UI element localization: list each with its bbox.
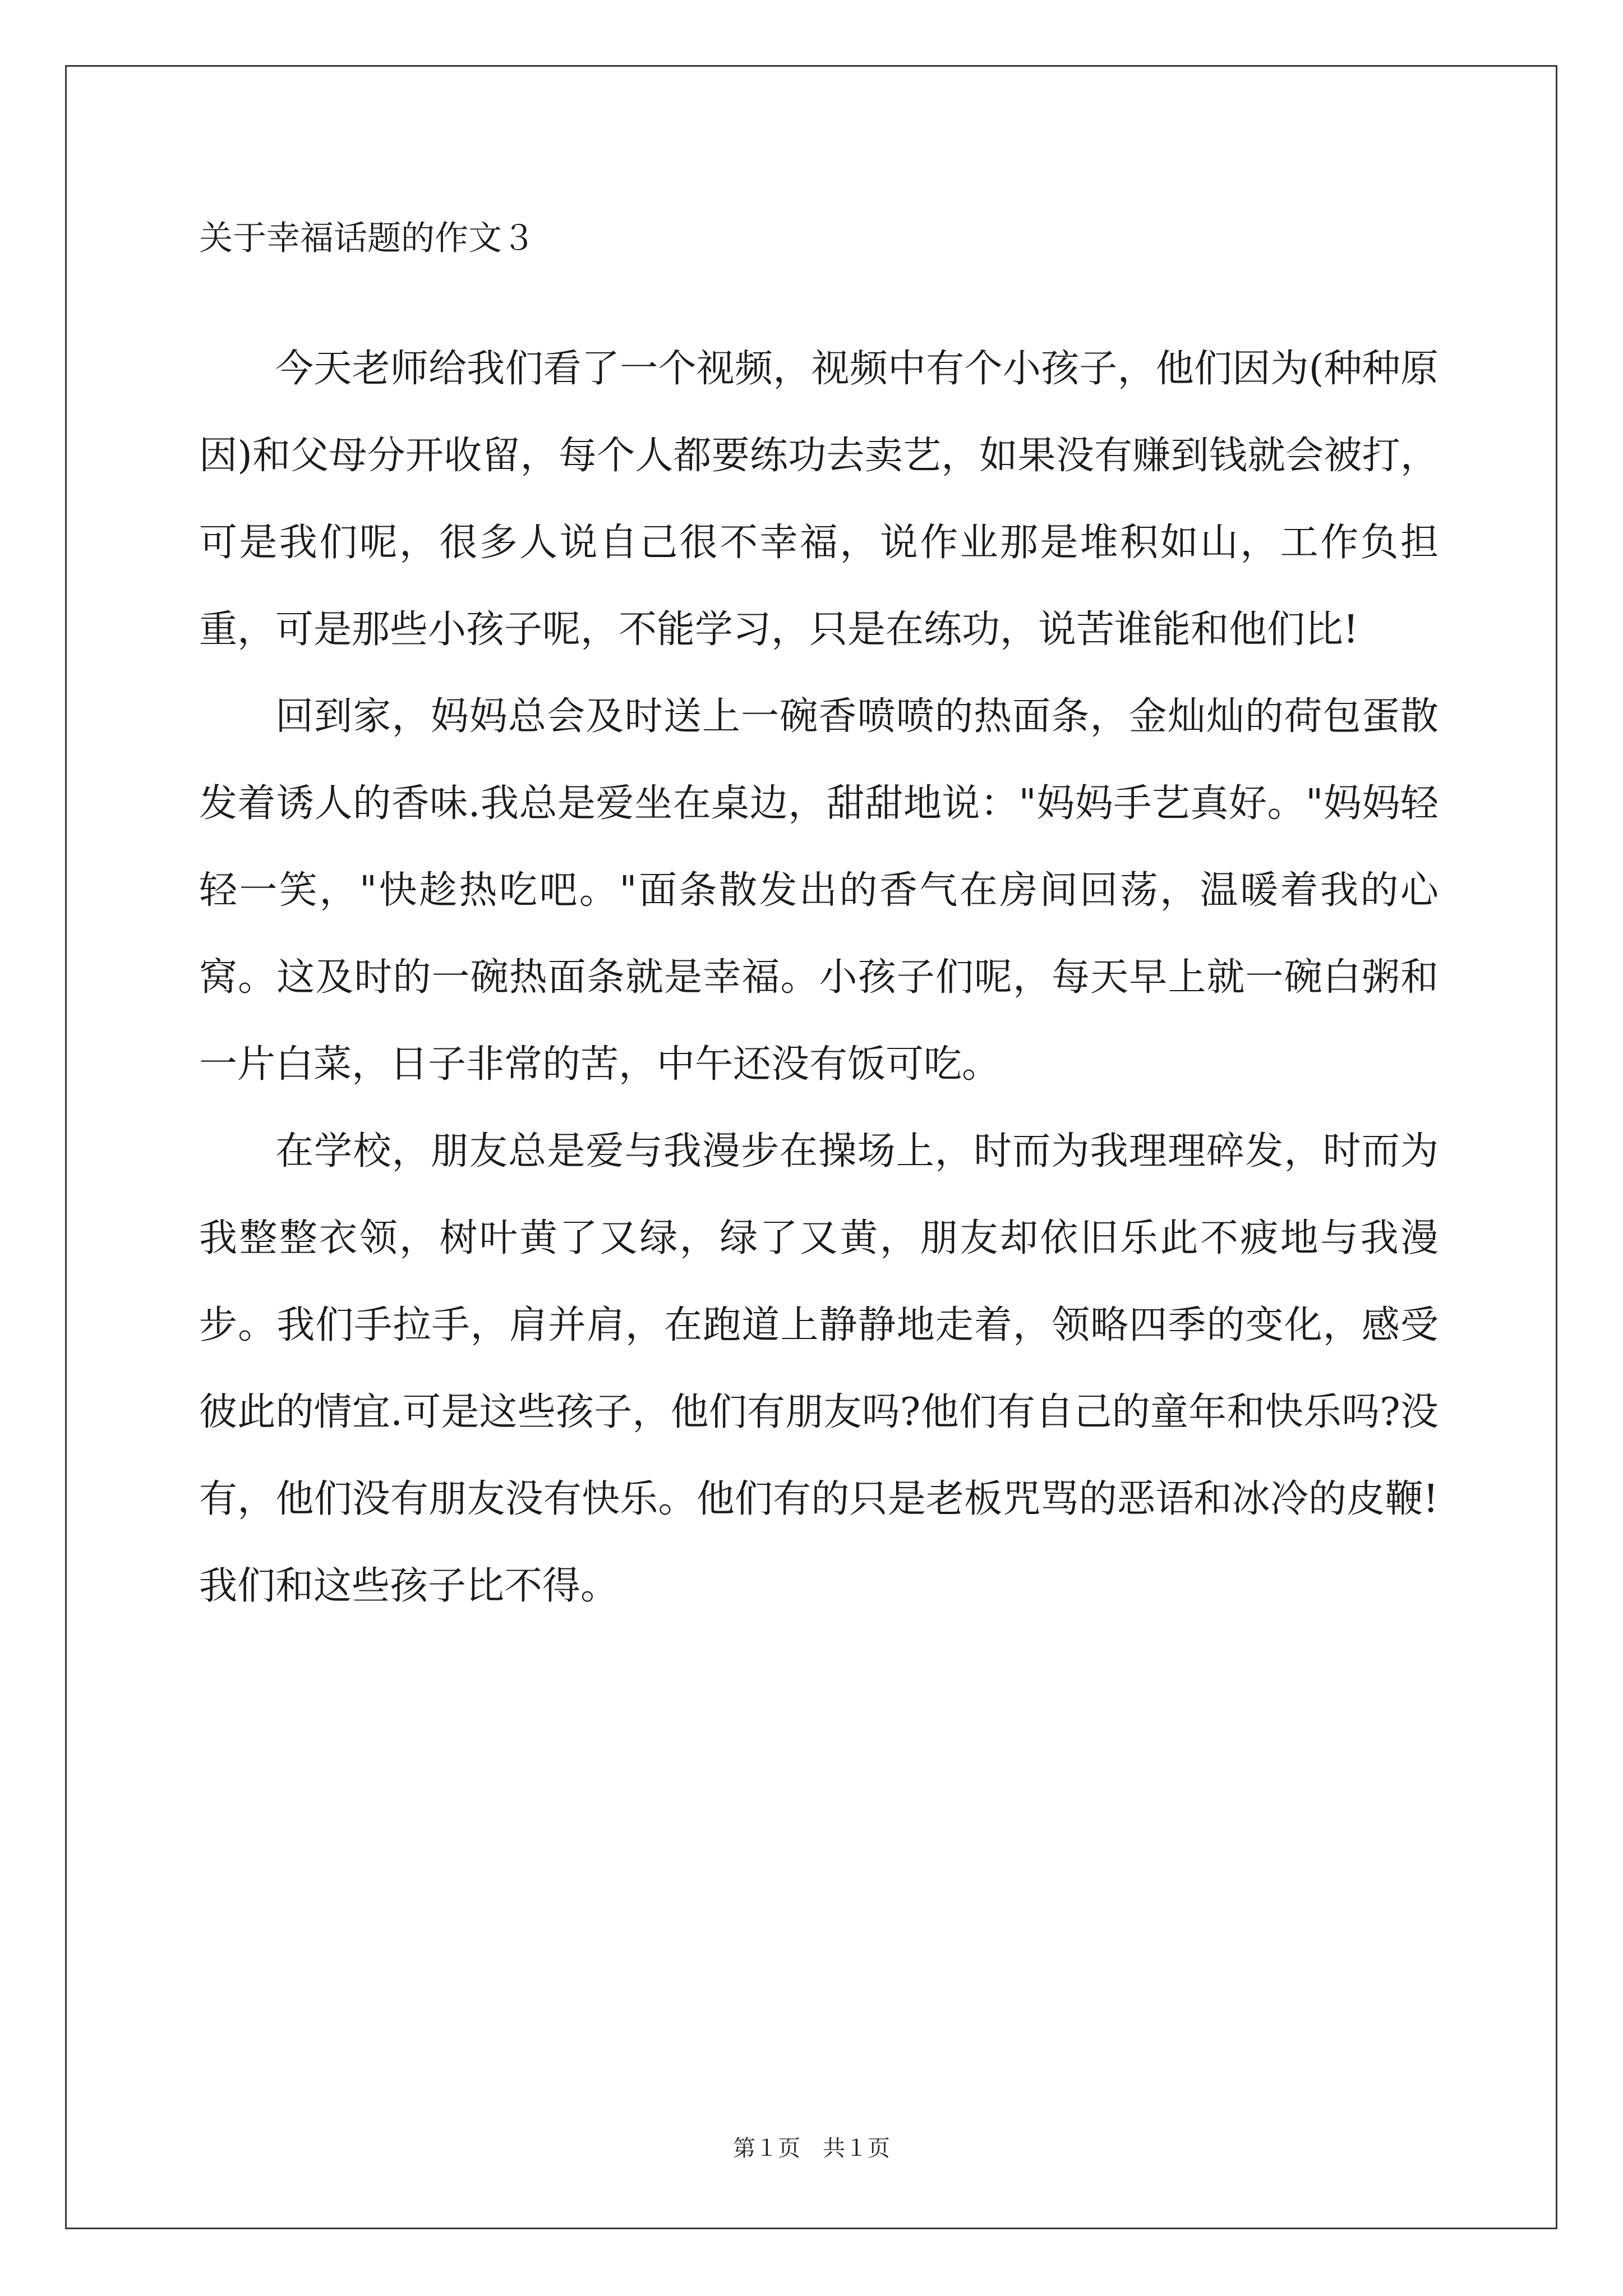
paragraph-1: 今天老师给我们看了一个视频，视频中有个小孩子，他们因为(种种原因)和父母分开收留，每个人都要练功去卖艺，如果没有赚到钱就会被打，可是我们呢，很多人说自己很不幸福，说作业那是堆积如山，工作负担重，可是那些小孩子呢，不能学习，只是在练功，说苦谁能和他们比! bbox=[199, 347, 1438, 652]
page-number-footer: 第１页 共１页 bbox=[733, 2136, 890, 2161]
paragraph-2: 回到家，妈妈总会及时送上一碗香喷喷的热面条，金灿灿的荷包蛋散发着诱人的香味.我总是爱坐在桌边，甜甜地说："妈妈手艺真好。"妈妈轻轻一笑，"快趁热吃吧。"面条散发出的香气在房间回荡，温暖着我的心窝。这及时的一碗热面条就是幸福。小孩子们呢，每天早上就一碗白粥和一片白菜，日子非常的苦，中午还没有饭可吃。 bbox=[199, 694, 1438, 1087]
document-title: 关于幸福话题的作文３ bbox=[199, 219, 536, 258]
document-body bbox=[199, 219, 1438, 1630]
paragraph-3: 在学校，朋友总是爱与我漫步在操场上，时而为我理理碎发，时而为我整整衣领，树叶黄了又绿，绿了又黄，朋友却依旧乐此不疲地与我漫步。我们手拉手，肩并肩，在跑道上静静地走着，领略四季的变化，感受彼此的情宜.可是这些孩子，他们有朋友吗?他们有自己的童年和快乐吗?没有，他们没有朋友没有快乐。他们有的只是老板咒骂的恶语和冰冷的皮鞭!我们和这些孩子比不得。 bbox=[199, 1129, 1438, 1608]
